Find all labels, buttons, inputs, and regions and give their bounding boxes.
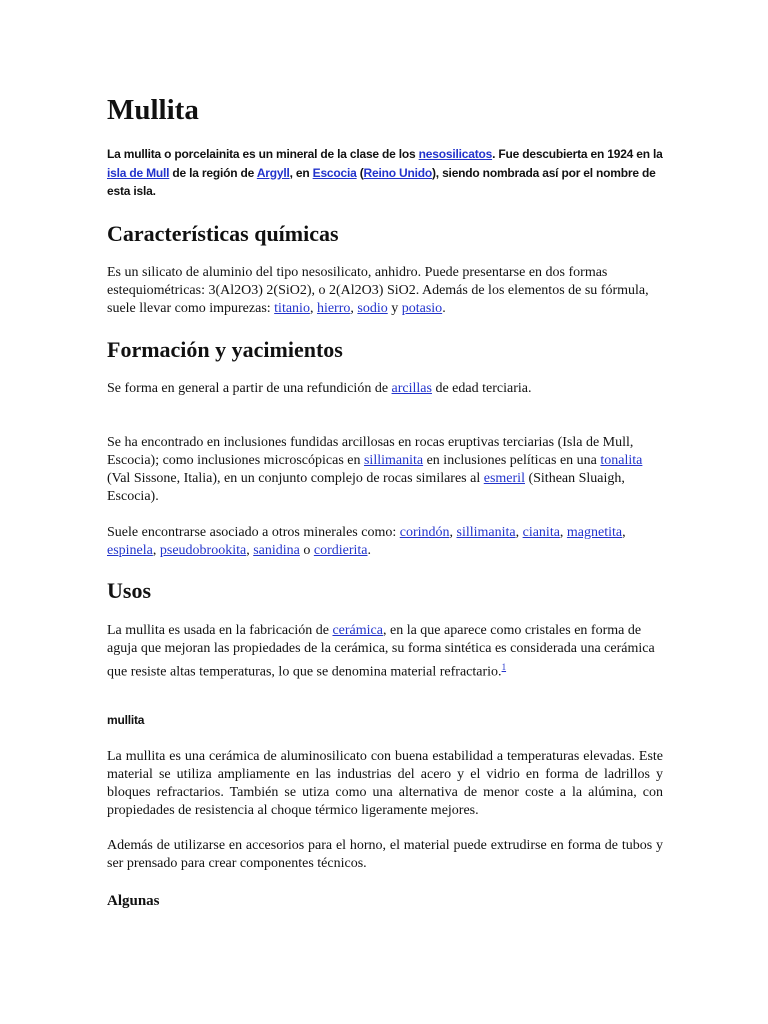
link-sillimanita[interactable]: sillimanita	[363, 453, 424, 468]
paragraph-usos-3: Además de utilizarse en accesorios para el horno, el material puede extrudirse en forma de tubos y ser prensado para crear componentes técnicos.	[107, 838, 663, 871]
link-pseudobrookita[interactable]: pseudobrookita	[159, 543, 247, 558]
paragraph-text: Se forma en general a partir de una refundición de	[107, 381, 392, 396]
separator-text: .	[442, 301, 446, 316]
separator-text: y	[387, 301, 402, 316]
link-reino-unido[interactable]: Reino Unido	[363, 165, 433, 180]
separator-text: ,	[309, 301, 317, 316]
separator-text: o	[299, 543, 314, 558]
paragraph-usos-1	[107, 622, 663, 682]
link-magnetita[interactable]: magnetita	[566, 525, 623, 540]
link-nesosilicatos[interactable]: nesosilicatos	[418, 147, 493, 161]
separator-text: .	[367, 543, 371, 558]
image-caption: mullita	[107, 713, 145, 727]
paragraph-text: Es un silicato de aluminio del tipo nesosilicato, anhidro. Puede presentarse en dos formas estequiométricas: 3(Al2O3) 2(SiO2), o 2(Al2O3) SiO2. Además de los elementos de su fórmula, suele llevar como impurezas:	[107, 265, 649, 316]
link-espinela[interactable]: espinela	[107, 543, 153, 558]
separator-text: ,	[449, 525, 457, 540]
separator-text: ,	[246, 543, 254, 558]
separator-text: ,	[515, 525, 523, 540]
intro-text: . Fue descubierta en 1924 en la	[492, 147, 663, 161]
link-sodio[interactable]: sodio	[357, 301, 388, 316]
link-ceramica[interactable]: cerámica	[332, 623, 383, 638]
link-titanio[interactable]: titanio	[274, 301, 310, 316]
paragraph-text: La mullita es usada en la fabricación de	[107, 623, 333, 638]
intro-text: La mullita o porcelainita es un mineral de la clase de los	[107, 147, 419, 161]
paragraph-text: Se ha encontrado en inclusiones fundidas arcillosas en rocas eruptivas terciarias (Isla de Mull, Escocia); como inclusiones microscópicas en	[107, 435, 634, 468]
paragraph-formacion-1	[107, 380, 663, 398]
link-tonalita[interactable]: tonalita	[600, 453, 643, 468]
heading-caracteristicas: Características químicas	[107, 221, 339, 246]
link-potasio[interactable]: potasio	[401, 301, 443, 316]
link-escocia[interactable]: Escocia	[312, 165, 357, 180]
separator-text: ,	[350, 301, 358, 316]
intro-text: , en	[289, 165, 313, 180]
intro-text: ), siendo nombrada así por el nombre de esta isla.	[107, 165, 656, 198]
paragraph-text: , en la que aparece como cristales en forma de aguja que mejoran las propiedades de la cerámica, su forma sintética es considerada una cerámica que resiste altas temperaturas, lo que se denomina material refractario.	[107, 623, 655, 680]
separator-text: ,	[152, 543, 160, 558]
link-hierro[interactable]: hierro	[316, 301, 351, 316]
intro-text: de la región de	[169, 165, 257, 180]
paragraph-text: (Sithean Sluaigh, Escocia).	[107, 471, 625, 504]
paragraph-caracteristicas	[107, 264, 663, 318]
heading-usos: Usos	[107, 578, 152, 603]
intro-paragraph	[107, 145, 663, 201]
link-argyll[interactable]: Argyll	[256, 165, 290, 180]
reference-link[interactable]: 1	[501, 662, 507, 672]
subheading-algunas: Algunas	[107, 893, 160, 909]
paragraph-formacion-2	[107, 434, 663, 506]
paragraph-text: Suele encontrarse asociado a otros minerales como:	[107, 525, 400, 540]
link-corindon[interactable]: corindón	[399, 525, 450, 540]
link-isla-de-mull[interactable]: isla de Mull	[107, 165, 170, 180]
paragraph-text: de edad terciaria.	[431, 381, 532, 396]
paragraph-formacion-3	[107, 524, 663, 560]
link-arcillas[interactable]: arcillas	[391, 381, 432, 396]
separator-text: ,	[559, 525, 567, 540]
link-esmeril[interactable]: esmeril	[483, 471, 525, 486]
link-sanidina[interactable]: sanidina	[253, 543, 300, 558]
separator-text: ,	[622, 525, 626, 540]
link-cordierita[interactable]: cordierita	[313, 543, 368, 558]
link-cianita[interactable]: cianita	[522, 525, 560, 540]
heading-formacion: Formación y yacimientos	[107, 337, 343, 362]
page-title: Mullita	[107, 94, 199, 126]
intro-text: (	[356, 165, 364, 180]
link-sillimanita[interactable]: sillimanita	[456, 525, 516, 540]
paragraph-usos-2: La mullita es una cerámica de aluminosilicato con buena estabilidad a temperaturas elevadas. Este material se utiliza ampliamente en las industrias del acero y el vidrio en forma de ladrillos y bloques refractarios. También se utiza como una alternativa de menor coste a la alúmina, con propiedades de resistencia al choque térmico ligeramente mejores.	[107, 749, 663, 818]
paragraph-text: en inclusiones pelíticas en una	[423, 453, 601, 468]
paragraph-text: (Val Sissone, Italia), en un conjunto complejo de rocas similares al	[107, 471, 484, 486]
